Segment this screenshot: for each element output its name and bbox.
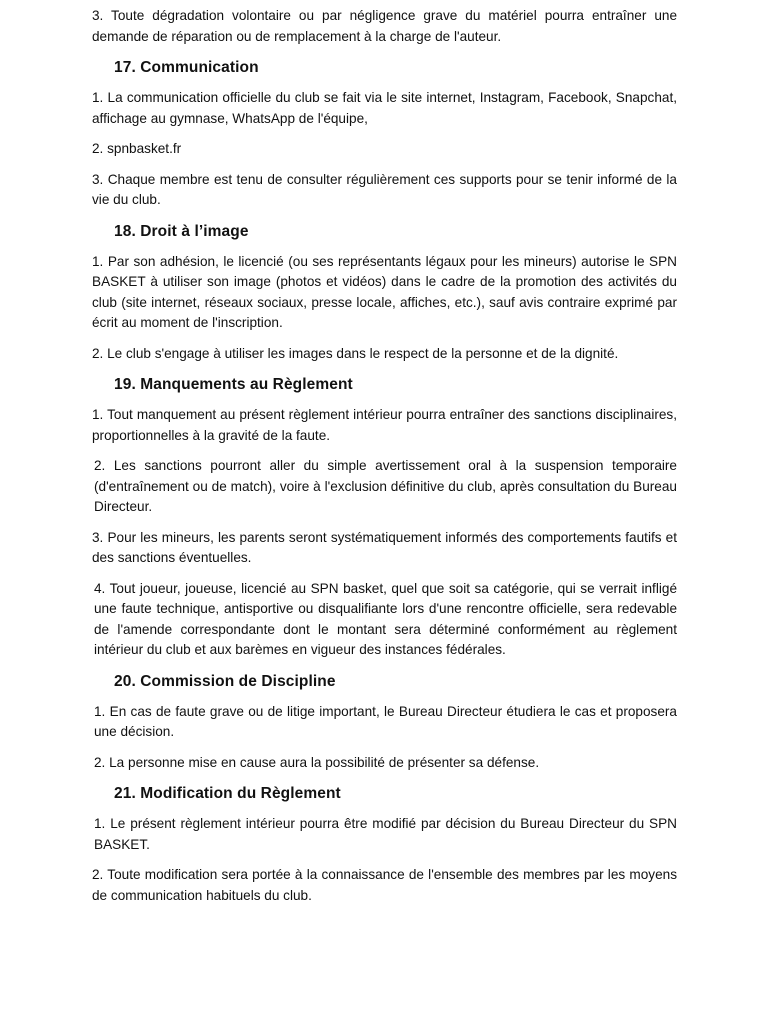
section-17-heading: 17. Communication	[114, 59, 259, 76]
article-20-paragraph-2: 2. La personne mise en cause aura la possibilité de présenter sa défense.	[94, 754, 540, 770]
article-19-paragraph-2: 2. Les sanctions pourront aller du simple avertissement oral à la suspension temporaire (d'entraînement ou de match), voire à l'exclusion définitive du club, après consultation du Bureau Directeur.	[94, 458, 677, 514]
article-19-paragraph-4: 4. Tout joueur, joueuse, licencié au SPN basket, quel que soit sa catégorie, qui se verrait infligé une faute technique, antisportive ou disqualifiante lors d'une rencontre officielle, sera redevable de l'amende correspondante dont le montant sera déterminé conformément au règlement intérieur du club et aux barèmes en vigueur des instances fédérales.	[94, 580, 677, 657]
article-19-paragraph-1: 1. Tout manquement au présent règlement intérieur pourra entraîner des sanctions disciplinaires, proportionnelles à la gravité de la faute.	[92, 407, 677, 443]
section-21-heading: 21. Modification du Règlement	[114, 785, 341, 802]
article-21-paragraph-2: 2. Toute modification sera portée à la connaissance de l'ensemble des membres par les moyens de communication habituels du club.	[92, 867, 677, 903]
document-page	[92, 6, 677, 916]
section-18-heading: 18. Droit à l’image	[114, 222, 249, 240]
article-17-paragraph-1: 1. La communication officielle du club se fait via le site internet, Instagram, Facebook, Snapchat, affichage au gymnase, WhatsApp de l'équipe,	[92, 90, 677, 126]
article-17-paragraph-3: 3. Chaque membre est tenu de consulter régulièrement ces supports pour se tenir informé de la vie du club.	[92, 171, 677, 207]
section-20-heading: 20. Commission de Discipline	[114, 672, 336, 690]
article-20-paragraph-1: 1. En cas de faute grave ou de litige important, le Bureau Directeur étudiera le cas et proposera une décision.	[94, 703, 677, 739]
article-19-paragraph-3: 3. Pour les mineurs, les parents seront systématiquement informés des comportements fautifs et des sanctions éventuelles.	[92, 529, 677, 565]
article-18-paragraph-2: 2. Le club s'engage à utiliser les images dans le respect de la personne et de la dignité.	[92, 345, 619, 361]
article-16-paragraph-3: 3. Toute dégradation volontaire ou par négligence grave du matériel pourra entraîner une demande de réparation ou de remplacement à la charge de l'auteur.	[92, 8, 677, 44]
section-19-heading: 19. Manquements au Règlement	[114, 376, 353, 393]
article-21-paragraph-1: 1. Le présent règlement intérieur pourra être modifié par décision du Bureau Directeur du SPN BASKET.	[94, 816, 677, 852]
article-17-paragraph-2: 2. spnbasket.fr	[92, 141, 182, 156]
article-18-paragraph-1: 1. Par son adhésion, le licencié (ou ses représentants légaux pour les mineurs) autorise le SPN BASKET à utiliser son image (photos et vidéos) dans le cadre de la promotion des activités du club (site internet, réseaux sociaux, presse locale, affiches, etc.), sauf avis contraire exprimé par écrit au moment de l'inscription.	[92, 253, 677, 330]
